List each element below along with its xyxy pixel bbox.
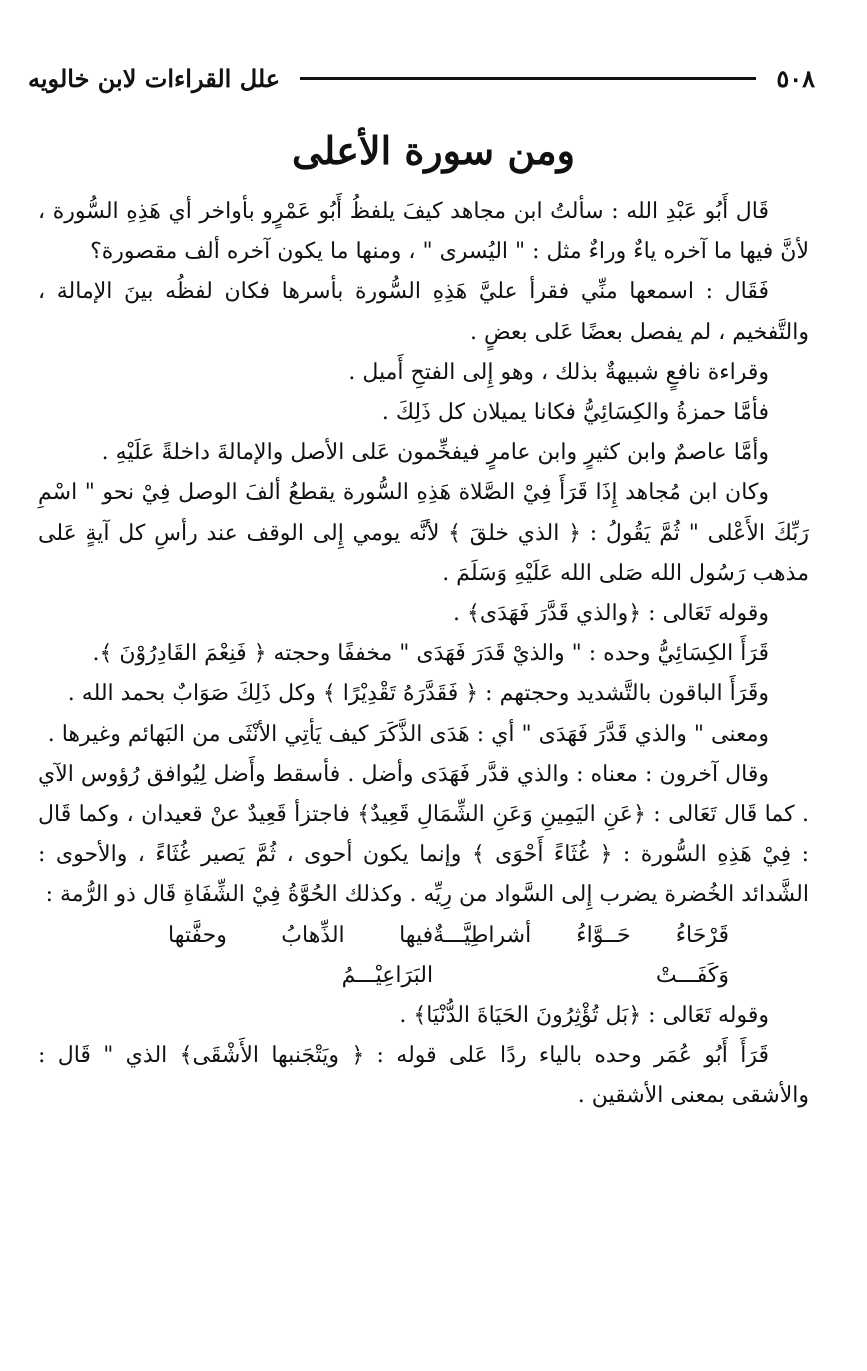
paragraph: وقوله تَعَالى : ﴿والذي قَدَّرَ فَهَدَى﴾ . [453, 601, 769, 627]
chapter-title: ومن سورة الأعلى [292, 128, 575, 173]
paragraph: قَال أَبُو عَبْدِ الله : سألتُ ابن مجاهد كيفَ يلفظُ أَبُو عَمْرٍو بأواخر أي هَذِهِ السُّورة ، لأنَّ فيها ما آخره ياءٌ وراءٌ مثل : " اليُسرى " ، ومنها ما يكون آخره ألف مقصورة؟ [38, 199, 809, 265]
verse-second-hemistich: فيها الذِّهابُ وحفَّتها البَرَاعِيْـــمُ [168, 922, 434, 988]
page-number: ٥٠٨ [776, 63, 815, 93]
poetry-verse [38, 916, 809, 996]
paragraph: وأمَّا عاصمٌ وابن كثيرٍ وابن عامرٍ فيفخِّمون عَلى الأصل والإمالةَ داخلةً عَلَيْهِ . [101, 440, 769, 466]
paragraph: فأمَّا حمزةُ والكِسَائِيُّ فكانا يميلان كل ذَلِكَ . [381, 400, 769, 426]
paragraph: وكان ابن مُجاهد إِذَا قَرَأَ فِيْ الصَّلاة هَذِهِ السُّورة يقطعُ ألفَ الوصل فِيْ نحو " اسْمِ رَبِّكَ الأَعْلى " ثُمَّ يَقُولُ : ﴿ الذي خلقَ ﴾ لأنَّه يومي إِلى الوقف عند رأسِ كل آيةٍ عَلى مذهب رَسُول الله صَلى الله عَلَيْهِ وَسَلَمَ . [38, 480, 810, 586]
paragraph: وقوله تَعَالى : ﴿بَل تُؤْثِرُونَ الحَيَاةَ الدُّنْيَا﴾ . [399, 1003, 769, 1029]
paragraph: وقال آخرون : معناه : والذي قدَّر فَهَدَى وأضل . فأسقط وأَضل لِيُوافق رُؤوس الآي . كما قَال تَعَالى : ﴿عَنِ اليَمِينِ وَعَنِ الشِّمَالِ قَعِيدٌ﴾ فاجتزأ قَعِيدٌ عنْ قعيدان ، وكما قَال : فِيْ هَذِهِ السُّورة : ﴿ غُثَاءً أَحْوَى ﴾ وإنما يكون أحوى ، ثُمَّ يَصير غُثَاءً ، والأحوى : الشَّدائد الخُضرة يضرب إِلى السَّواد من رِيِّه . وكذلك الحُوَّةُ فِيْ الشِّفَاةِ قَال ذو الرُّمة : [38, 761, 809, 908]
paragraph: وقراءة نافعٍ شبيهةٌ بذلك ، وهو إِلى الفتحِ أَميل . [348, 359, 769, 385]
paragraph: وقَرَأَ الباقون بالتَّشديد وحجتهم : ﴿ فَقَدَّرَهُ تَقْدِيْرًا ﴾ وكل ذَلِكَ صَوَابٌ بحمد الله . [67, 681, 769, 707]
paragraph: قَرَأَ أَبُو عُمَر وحده بالياء ردًا عَلى قوله : ﴿ ويَتْجَنبها الأَشْقَى﴾ الذي " قَال : والأشقى بمعنى الأشقين . [38, 1043, 809, 1109]
body-text [38, 192, 809, 1117]
page-header [28, 58, 815, 98]
paragraph: قَرَأَ الكِسَائِيُّ وحده : " والذيْ قَدَرَ فَهَدَى " مخففًا وحجته ﴿ فَنِعْمَ القَادِرُوْنَ ﴾. [92, 641, 769, 667]
paragraph: فَقَال : اسمعها منِّي فقرأ عليَّ هَذِهِ السُّورة بأسرها فكان لفظُه بينَ الإمالة ، والتَّفخيم ، لم يفصل بعضًا عَلى بعضٍ . [38, 279, 809, 345]
book-title: علل القراءات لابن خالويه [28, 63, 281, 93]
header-rule [300, 77, 756, 80]
paragraph: ومعنى " والذي قَدَّرَ فَهَدَى " أي : هَدَى الذَّكَرَ كيف يَأتِي الأنْثَى من البَهائم وغيرها . [47, 721, 769, 747]
verse-first-hemistich: قَرْحَاءُ حَــوَّاءُ أشراطِيَّـــةٌ وَكَفَـــتْ [433, 922, 729, 988]
